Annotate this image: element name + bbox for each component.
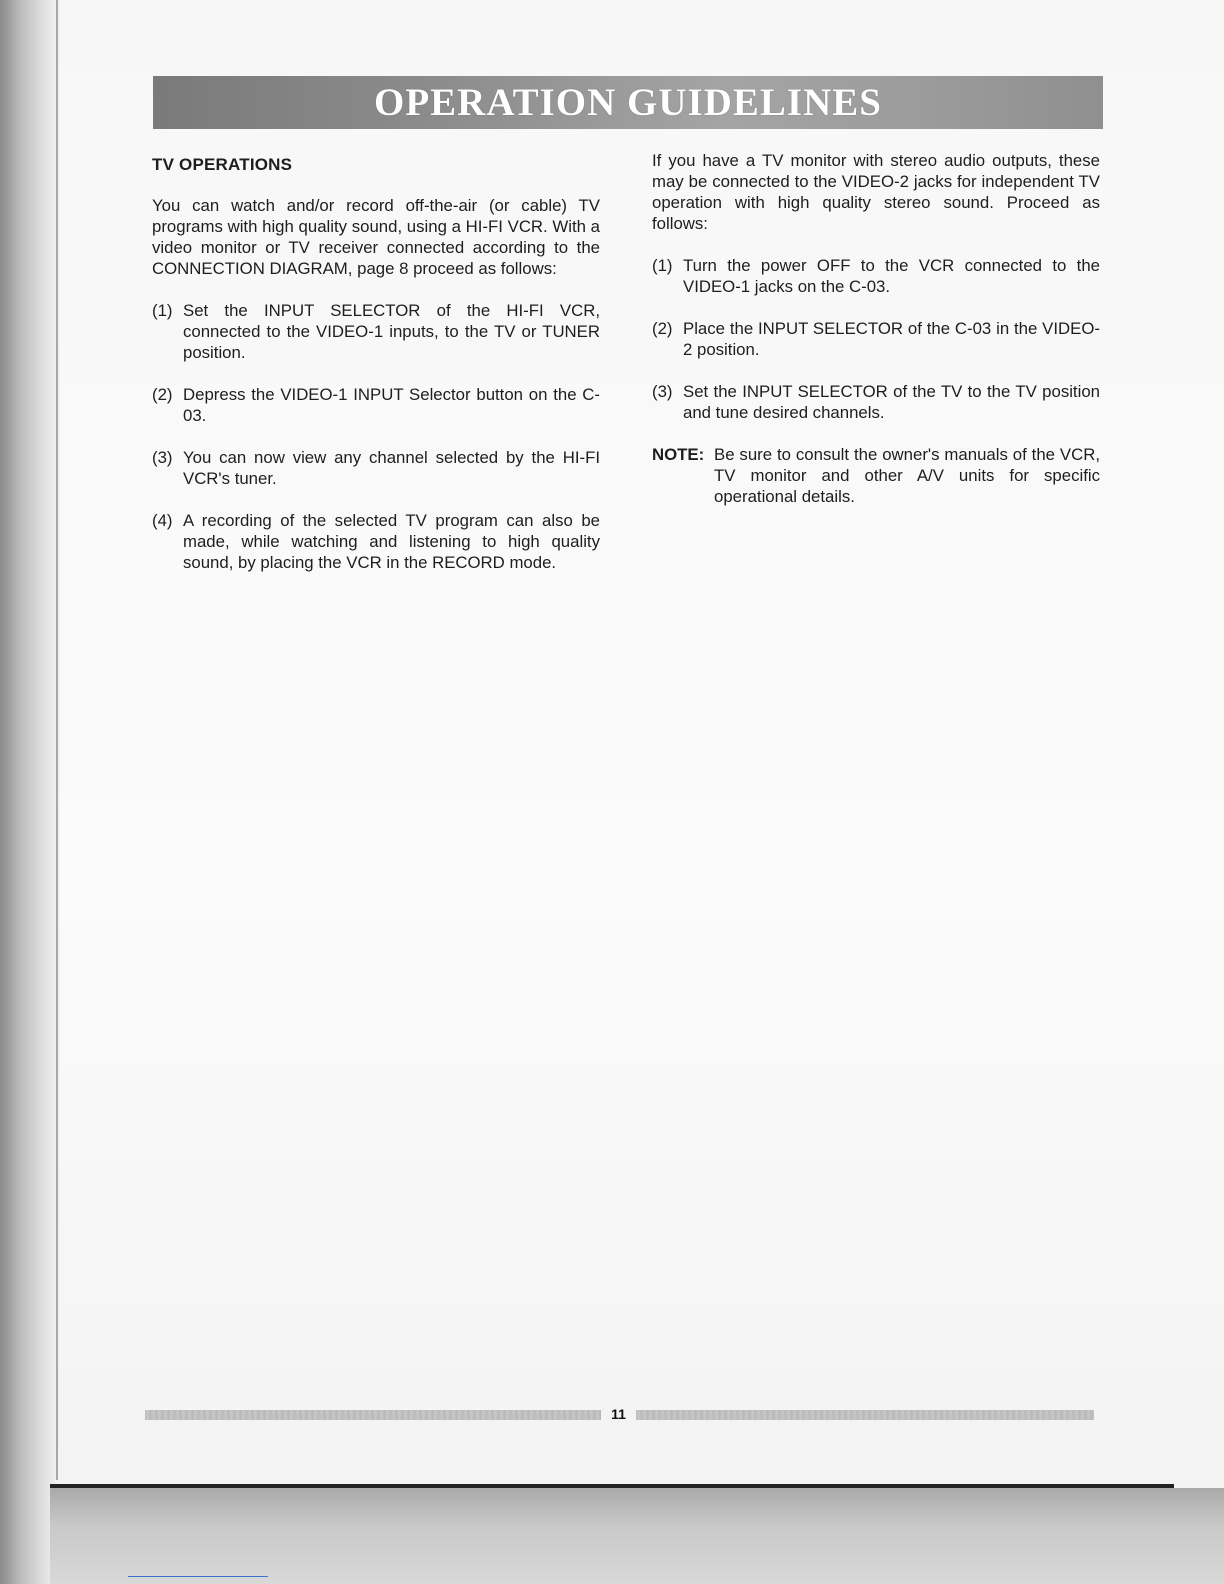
list-item: [152, 384, 600, 426]
intro-paragraph: If you have a TV monitor with stereo audio outputs, these may be connected to the VIDEO-2 jacks for independent TV operation with high quality stereo sound. Proceed as follows:: [652, 151, 1100, 233]
item-number: (3): [652, 382, 673, 401]
scan-bottom-margin: [50, 1488, 1224, 1584]
footer-rule-right: [636, 1410, 1094, 1420]
item-text: Depress the VIDEO-1 INPUT Selector button on the C-03.: [183, 385, 600, 425]
item-text: Set the INPUT SELECTOR of the TV to the TV position and tune desired channels.: [683, 382, 1100, 422]
item-text: Place the INPUT SELECTOR of the C-03 in the VIDEO-2 position.: [683, 319, 1100, 359]
page-number: 11: [611, 1406, 626, 1422]
right-column: [652, 150, 1100, 507]
scan-artifact-line: [128, 1576, 268, 1577]
item-number: (4): [152, 511, 173, 530]
item-number: (2): [152, 385, 173, 404]
item-number: (2): [652, 319, 673, 338]
note-label: NOTE:: [652, 445, 705, 464]
list-item: [652, 381, 1100, 423]
list-item: [652, 255, 1100, 297]
title-banner: [153, 76, 1103, 129]
section-heading: TV OPERATIONS: [152, 155, 293, 174]
item-text: You can now view any channel selected by the HI-FI VCR's tuner.: [183, 448, 600, 488]
item-text: Set the INPUT SELECTOR of the HI-FI VCR, connected to the VIDEO-1 inputs, to the TV or TUNER position.: [183, 301, 600, 362]
item-text: A recording of the selected TV program can also be made, while watching and listening to high quality sound, by placing the VCR in the RECORD mode.: [183, 511, 600, 572]
item-number: (3): [152, 448, 173, 467]
scan-edge: [56, 0, 58, 1480]
note-block: [652, 444, 1100, 507]
intro-paragraph: You can watch and/or record off-the-air (or cable) TV programs with high quality sound, using a HI-FI VCR. With a video monitor or TV receiver connected according to the CONNECTION DIAGRAM, page 8 proceed as follows:: [152, 196, 600, 278]
list-item: [152, 447, 600, 489]
item-number: (1): [152, 301, 173, 320]
item-number: (1): [652, 256, 673, 275]
footer-rule-left: [145, 1410, 601, 1420]
page-title: OPERATION GUIDELINES: [374, 81, 882, 124]
list-item: [152, 300, 600, 363]
list-item: [152, 510, 600, 573]
scan-shadow: [0, 0, 60, 1584]
list-item: [652, 318, 1100, 360]
note-text: Be sure to consult the owner's manuals of the VCR, TV monitor and other A/V units for specific operational details.: [714, 445, 1100, 506]
left-column: [152, 150, 600, 594]
item-text: Turn the power OFF to the VCR connected to the VIDEO-1 jacks on the C-03.: [683, 256, 1100, 296]
